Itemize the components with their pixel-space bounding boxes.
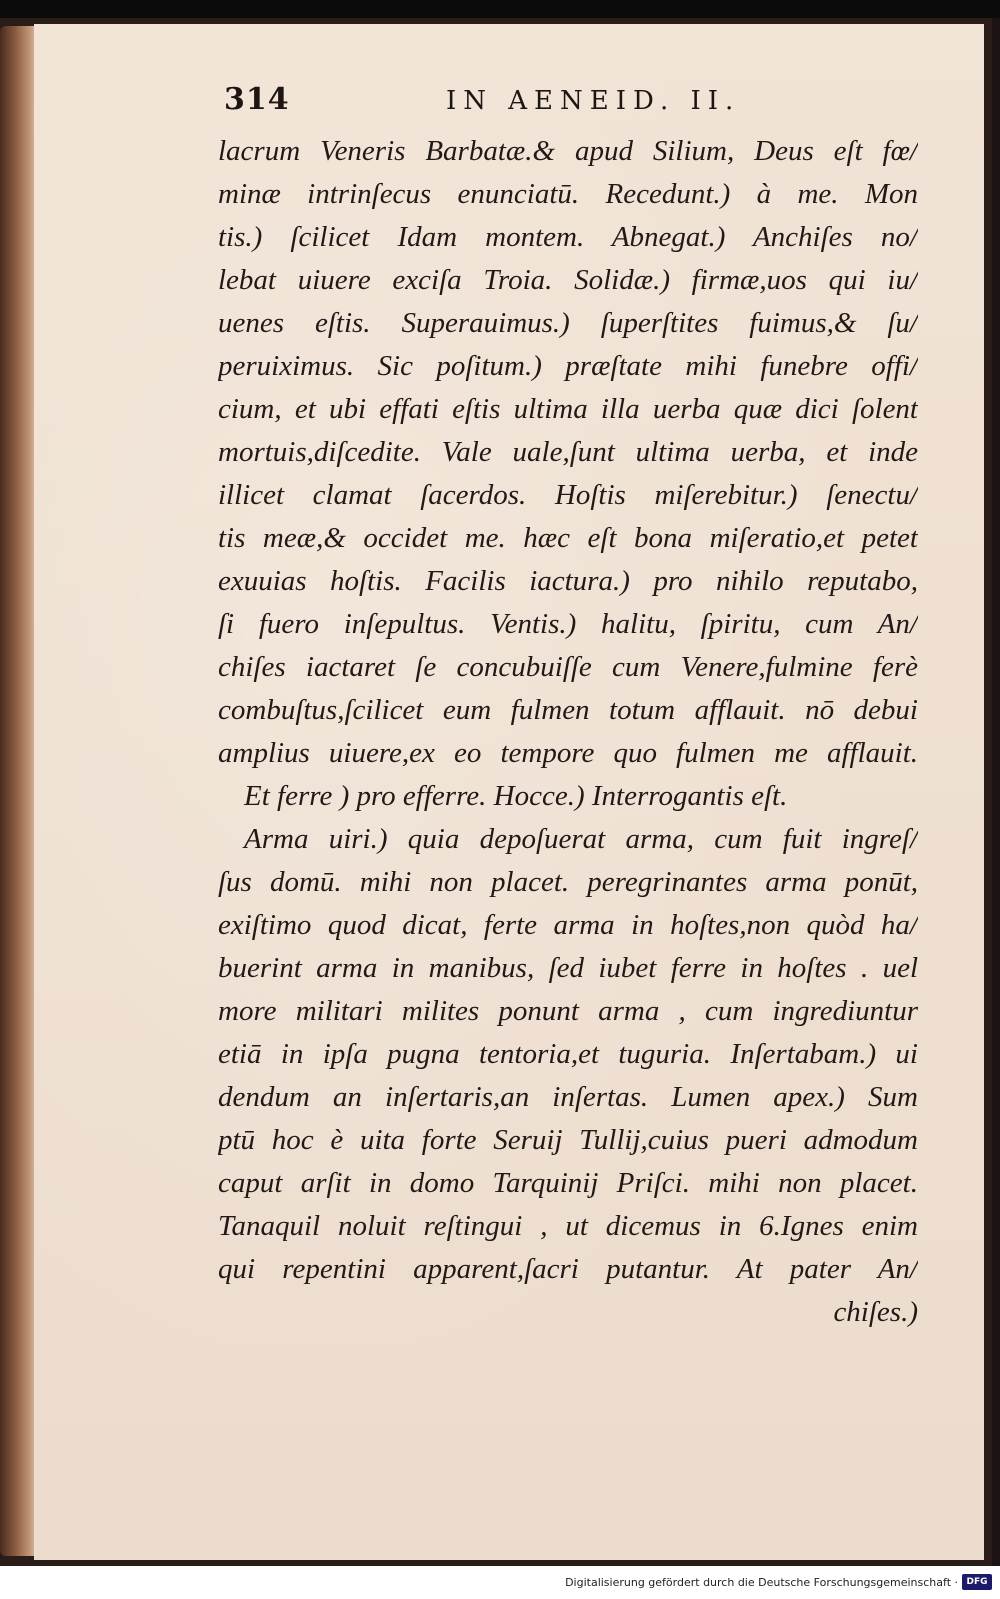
- text-line: exiſtimo quod dicat, ferte arma in hoſtes,non quòd ha/: [218, 909, 918, 941]
- catchword: chiſes.): [833, 1296, 918, 1328]
- book-binding-edge: [0, 26, 38, 1556]
- text-line: ptū hoc è uita forte Seruij Tullij,cuius pueri admodum: [218, 1124, 918, 1156]
- running-head: IN AENEID. II.: [446, 86, 741, 116]
- text-line: caput arſit in domo Tarquinij Priſci. mihi non placet.: [218, 1167, 918, 1199]
- text-line: Tanaquil noluit reſtingui , ut dicemus in 6.Ignes enim: [218, 1210, 918, 1242]
- text-line: ſus domū. mihi non placet. peregrinantes arma ponūt,: [218, 866, 918, 898]
- text-line: lacrum Veneris Barbatæ.& apud Silium, Deus eſt fœ/: [218, 135, 918, 167]
- text-line: exuuias hoſtis. Facilis iactura.) pro nihilo reputabo,: [218, 565, 918, 597]
- text-line: Et ferre ) pro efferre. Hocce.) Interrogantis eſt.: [244, 780, 788, 812]
- text-line: combuſtus,ſcilicet eum fulmen totum afflauit. nō debui: [218, 694, 918, 726]
- text-line: qui repentini apparent,ſacri putantur. At pater An/: [218, 1253, 918, 1285]
- text-line: uenes eſtis. Superauimus.) ſuperſtites fuimus,& ſu/: [218, 307, 918, 339]
- text-line: Arma uiri.) quia depoſuerat arma, cum fuit ingreſ/: [244, 823, 918, 855]
- footer-bar: [0, 1566, 1000, 1599]
- text-line: illicet clamat ſacerdos. Hoſtis miſerebitur.) ſenectu/: [218, 479, 918, 511]
- page-number: 314: [224, 82, 290, 117]
- right-shadow-edge: [992, 18, 1000, 1566]
- text-line: dendum an inſertaris,an inſertas. Lumen apex.) Sum: [218, 1081, 918, 1113]
- text-line: peruiximus. Sic poſitum.) præſtate mihi funebre offi/: [218, 350, 918, 382]
- text-line: ſi fuero inſepultus. Ventis.) halitu, ſpiritu, cum An/: [218, 608, 918, 640]
- commentary-text: [218, 130, 918, 1334]
- page-header: [224, 82, 924, 126]
- top-border-strip: [0, 0, 1000, 18]
- text-line: lebat uiuere exciſa Troia. Solidæ.) firmæ,uos qui iu/: [218, 264, 918, 296]
- text-line: etiā in ipſa pugna tentoria,et tuguria. Inſertabam.) ui: [218, 1038, 918, 1070]
- dfg-logo: DFG: [962, 1574, 992, 1590]
- text-line: tis.) ſcilicet Idam montem. Abnegat.) Anchiſes no/: [218, 221, 918, 253]
- text-line: cium, et ubi effati eſtis ultima illa uerba quæ dici ſolent: [218, 393, 918, 425]
- text-line: chiſes iactaret ſe concubuiſſe cum Venere,fulmine ferè: [218, 651, 918, 683]
- text-line: tis meæ,& occidet me. hæc eſt bona miſeratio,et petet: [218, 522, 918, 554]
- text-line: buerint arma in manibus, ſed iubet ferre in hoſtes . uel: [218, 952, 918, 984]
- text-line: more militari milites ponunt arma , cum ingrediuntur: [218, 995, 918, 1027]
- text-line: amplius uiuere,ex eo tempore quo fulmen me afflauit.: [218, 737, 918, 769]
- text-line: mortuis,diſcedite. Vale uale,ſunt ultima uerba, et inde: [218, 436, 918, 468]
- funding-credit: Digitalisierung gefördert durch die Deutsche Forschungsgemeinschaft ·: [565, 1576, 958, 1589]
- text-line: minæ intrinſecus enunciatū. Recedunt.) à me. Mon: [218, 178, 918, 210]
